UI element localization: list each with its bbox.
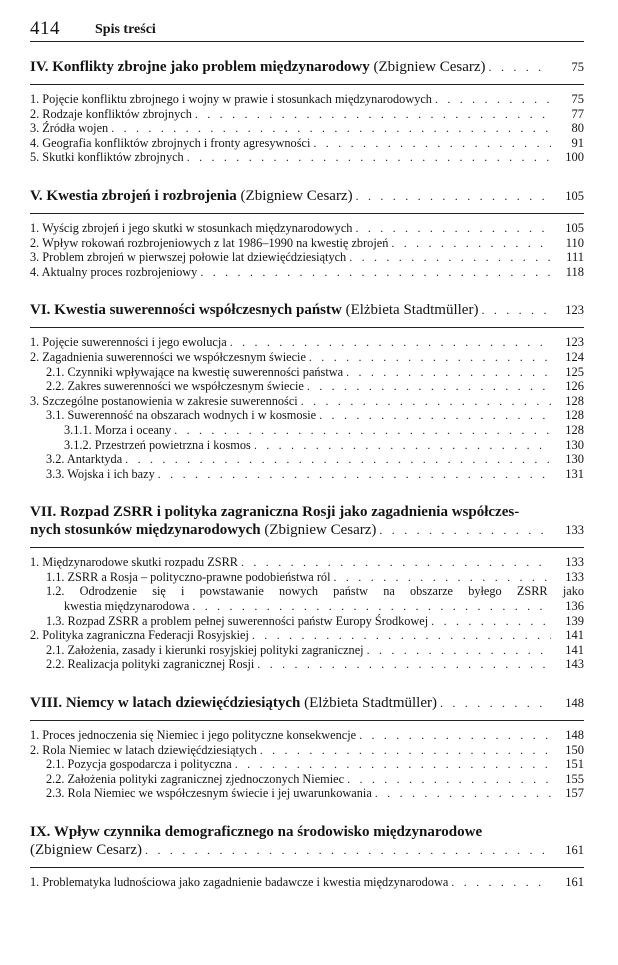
toc-entry: 2.1. Czynniki wpływające na kwestię suwerenności państwa . . . 125 [30, 365, 584, 380]
toc-entry: 3. Problem zbrojeń w pierwszej połowie lat dziewięćdziesiątych . . . 111 [30, 250, 584, 265]
chapter-iv [30, 58, 584, 165]
chapter-viii [30, 694, 584, 801]
page-header [30, 18, 584, 42]
toc-entry: 3.3. Wojska i ich bazy . . . 131 [30, 467, 584, 482]
chapter-page: 133 [565, 523, 584, 538]
chapter-page: 123 [565, 303, 584, 318]
page-number: 414 [30, 18, 60, 39]
toc-entry: 1. Proces jednoczenia się Niemiec i jego polityczne konsekwencje . . . 148 [30, 728, 584, 743]
toc-entry: 3.1. Suwerenność na obszarach wodnych i w kosmosie . . . 128 [30, 408, 584, 423]
chapter-ix [30, 823, 584, 890]
toc-entry: 1.1. ZSRR a Rosja – polityczno-prawne podobieństwa ról . . . 133 [30, 570, 584, 585]
chapter-title: VII. Rozpad ZSRR i polityka zagraniczna Rosji jako zagadnienia współczes- nych stosunków międzynarodowych (Zbigniew Cesarz) . . . 133 [30, 503, 584, 539]
chapter-page: 75 [571, 60, 584, 74]
chapter-page: 148 [565, 696, 584, 711]
toc-entry: 2.1. Pozycja gospodarcza i polityczna . . . 151 [30, 757, 584, 772]
toc-entry: 3. Szczególne postanowienia w zakresie suwerenności . . . 128 [30, 394, 584, 409]
chapter-title: VI. Kwestia suwerenności współczesnych państw (Elżbieta Stadtmüller) . . . 123 [30, 301, 584, 319]
toc-entry: 2.3. Rola Niemiec we współczesnym świecie i jej uwarunkowania . . . 157 [30, 786, 584, 801]
toc-entry: 2. Rola Niemiec w latach dziewięćdziesiątych . . . 150 [30, 743, 584, 758]
chapter-title: VIII. Niemcy w latach dziewięćdziesiątych (Elżbieta Stadtmüller) . . . 148 [30, 694, 584, 712]
toc-entry: 1.2. Odrodzenie się i powstawanie nowych państw na obszarze byłego ZSRR jako kwestia międzynarodowa . . . 136 [30, 584, 584, 613]
chapter-page: 105 [565, 188, 584, 203]
chapter-title: V. Kwestia zbrojeń i rozbrojenia (Zbigniew Cesarz) . . . 105 [30, 187, 584, 205]
chapter-divider [30, 213, 584, 214]
toc-entry: 2. Wpływ rokowań rozbrojeniowych z lat 1986–1990 na kwestię zbrojeń . . . 110 [30, 236, 584, 251]
chapter-v [30, 187, 584, 279]
toc-entry: 1.3. Rozpad ZSRR a problem pełnej suwerenności państw Europy Środkowej . . . 139 [30, 614, 584, 629]
toc-entry: 2.2. Zakres suwerenności we współczesnym świecie . . . 126 [30, 379, 584, 394]
chapter-title: IV. Konflikty zbrojne jako problem międzynarodowy (Zbigniew Cesarz) . . . 75 [30, 58, 584, 76]
toc-entry: 2.1. Założenia, zasady i kierunki rosyjskiej polityki zagranicznej . . . 141 [30, 643, 584, 658]
chapter-vi [30, 301, 584, 481]
toc-entry: 1. Międzynarodowe skutki rozpadu ZSRR . . . 133 [30, 555, 584, 570]
chapter-divider [30, 84, 584, 85]
toc-entry: 4. Geografia konfliktów zbrojnych i fronty agresywności . . . 91 [30, 136, 584, 151]
toc-entry: 2.2. Założenia polityki zagranicznej zjednoczonych Niemiec . . . 155 [30, 772, 584, 787]
toc-entry: 3.1.1. Morza i oceany . . . 128 [30, 423, 584, 438]
toc-entry: 1. Wyścig zbrojeń i jego skutki w stosunkach międzynarodowych . . . 105 [30, 221, 584, 236]
toc-entry: 1. Pojęcie konfliktu zbrojnego i wojny w prawie i stosunkach międzynarodowych . . . 75 [30, 92, 584, 107]
toc-entry: 1. Pojęcie suwerenności i jego ewolucja . . . 123 [30, 335, 584, 350]
chapter-divider [30, 547, 584, 548]
chapter-vii [30, 503, 584, 672]
toc-entry: 3.2. Antarktyda . . . 130 [30, 452, 584, 467]
chapter-divider [30, 867, 584, 868]
toc-entry: 5. Skutki konfliktów zbrojnych . . . 100 [30, 150, 584, 165]
table-of-contents [30, 58, 584, 890]
toc-entry: 2.2. Realizacja polityki zagranicznej Rosji . . . 143 [30, 657, 584, 672]
chapter-title: IX. Wpływ czynnika demograficznego na środowisko międzynarodowe (Zbigniew Cesarz) . . . 161 [30, 823, 584, 859]
chapter-divider [30, 720, 584, 721]
chapter-divider [30, 327, 584, 328]
toc-entry: 2. Zagadnienia suwerenności we współczesnym świecie . . . 124 [30, 350, 584, 365]
toc-entry: 4. Aktualny proces rozbrojeniowy . . . 118 [30, 265, 584, 280]
toc-entry: 3. Źródła wojen . . . 80 [30, 121, 584, 136]
toc-entry: 2. Rodzaje konfliktów zbrojnych . . . 77 [30, 107, 584, 122]
toc-entry: 1. Problematyka ludnościowa jako zagadnienie badawcze i kwestia międzynarodowa . . . 161 [30, 875, 584, 890]
running-title: Spis treści [95, 22, 156, 37]
header-divider [30, 41, 584, 42]
toc-entry: 3.1.2. Przestrzeń powietrzna i kosmos . . . 130 [30, 438, 584, 453]
toc-entry: 2. Polityka zagraniczna Federacji Rosyjskiej . . . 141 [30, 628, 584, 643]
chapter-page: 161 [565, 843, 584, 857]
